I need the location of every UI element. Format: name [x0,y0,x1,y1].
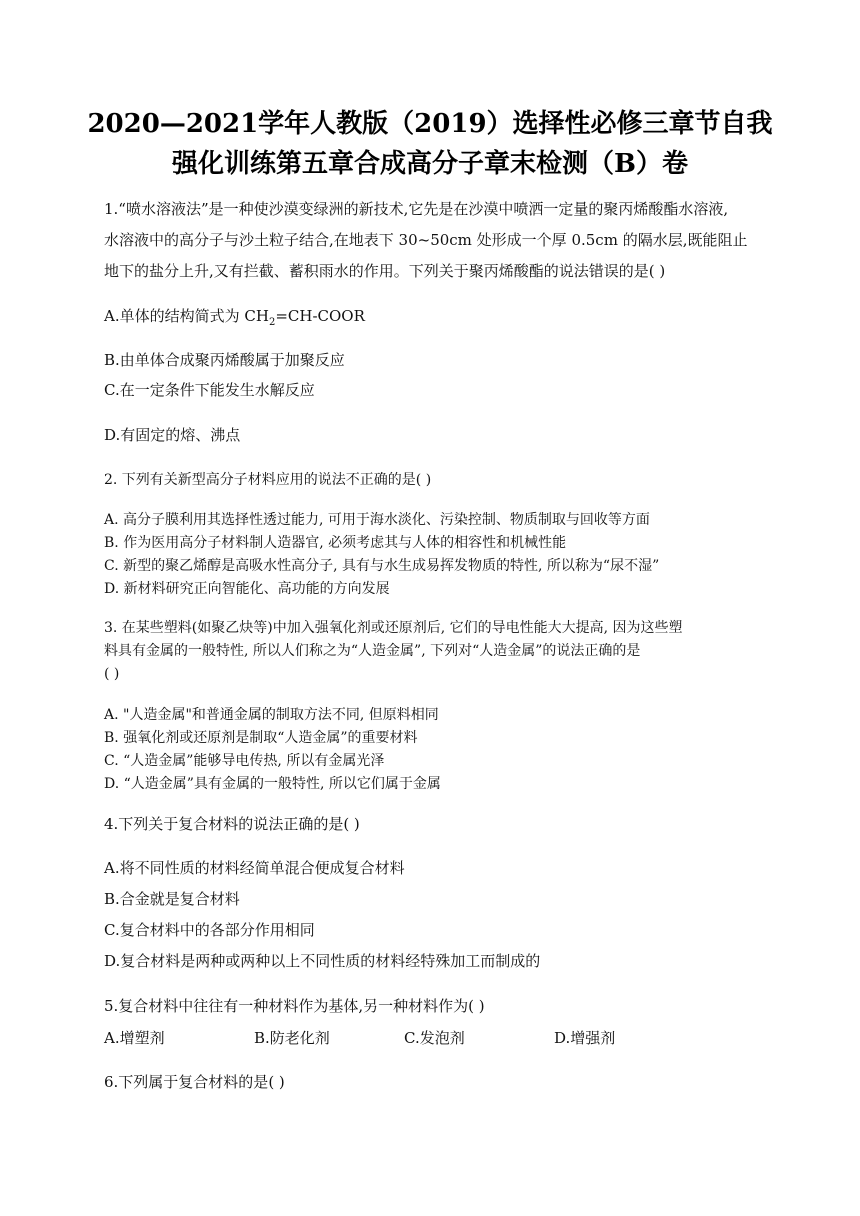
q6-stem: 6.下列属于复合材料的是( ) [104,1073,285,1091]
q4-stem: 4.下列关于复合材料的说法正确的是( ) [104,815,360,833]
q3-stem-line-1: 3. 在某些塑料(如聚乙炔等)中加入强氧化剂或还原剂后, 它们的导电性能大大提高, 因为这些塑 [104,620,683,636]
q1-option-a-prefix: A.单体的结构简式为 CH [104,307,269,325]
q3-stem-line-2: 料具有金属的一般特性, 所以人们称之为“人造金属”, 下列对“人造金属”的说法正确的是 [104,643,641,659]
q5-option-d: D.增强剂 [554,1029,616,1047]
q4-option-b: B.合金就是复合材料 [104,890,240,908]
q4-option-d: D.复合材料是两种或两种以上不同性质的材料经特殊加工而制成的 [104,952,541,970]
q5-options-row [104,1027,764,1047]
q2-option-b: B. 作为医用高分子材料制人造器官, 必须考虑其与人体的相容性和机械性能 [104,535,567,551]
q1-stem-line-1: 1.“喷水溶液法”是一种使沙漠变绿洲的新技术,它先是在沙漠中喷洒一定量的聚丙烯酸酯水溶液, [104,200,729,218]
q5-option-b: B.防老化剂 [254,1029,330,1047]
q2-option-c: C. 新型的聚乙烯醇是高吸水性高分子, 具有与水生成易挥发物质的特性, 所以称为“尿不湿” [104,558,660,574]
q1-option-b: B.由单体合成聚丙烯酸属于加聚反应 [104,351,345,369]
q3-option-c: C. “人造金属”能够导电传热, 所以有金属光泽 [104,753,385,769]
q3-option-b: B. 强氧化剂或还原剂是制取“人造金属”的重要材料 [104,730,418,746]
q1-option-a-suffix: =CH-COOR [275,307,365,325]
q5-stem: 5.复合材料中往往有一种材料作为基体,另一种材料作为( ) [104,997,485,1015]
document-title-line-2: 强化训练第五章合成高分子章末检测（B）卷 [172,149,688,179]
q1-stem-line-3: 地下的盐分上升,又有拦截、蓄积雨水的作用。下列关于聚丙烯酸酯的说法错误的是( ) [104,262,666,280]
q1-option-a [104,306,365,326]
q1-option-d: D.有固定的熔、沸点 [104,426,241,444]
q1-stem-line-2: 水溶液中的高分子与沙土粒子结合,在地表下 30~50cm 处形成一个厚 0.5cm 的隔水层,既能阻止 [104,231,748,249]
q3-option-d: D. “人造金属”具有金属的一般特性, 所以它们属于金属 [104,776,441,792]
q2-stem: 2. 下列有关新型高分子材料应用的说法不正确的是( ) [104,472,432,488]
q4-option-c: C.复合材料中的各部分作用相同 [104,921,315,939]
q2-option-a: A. 高分子膜利用其选择性透过能力, 可用于海水淡化、污染控制、物质制取与回收等方面 [104,512,650,528]
q1-option-c: C.在一定条件下能发生水解反应 [104,381,315,399]
q3-option-a: A. "人造金属"和普通金属的制取方法不同, 但原料相同 [104,707,439,723]
q1-option-a-subscript: 2 [268,317,276,328]
document-title-line-1: 2020—2021学年人教版（2019）选择性必修三章节自我 [87,109,773,139]
q2-option-d: D. 新材料研究正向智能化、高功能的方向发展 [104,581,390,597]
q5-option-a: A.增塑剂 [104,1029,165,1047]
q4-option-a: A.将不同性质的材料经简单混合便成复合材料 [104,859,405,877]
q3-stem-line-3: ( ) [104,666,120,682]
q5-option-c: C.发泡剂 [404,1029,465,1047]
